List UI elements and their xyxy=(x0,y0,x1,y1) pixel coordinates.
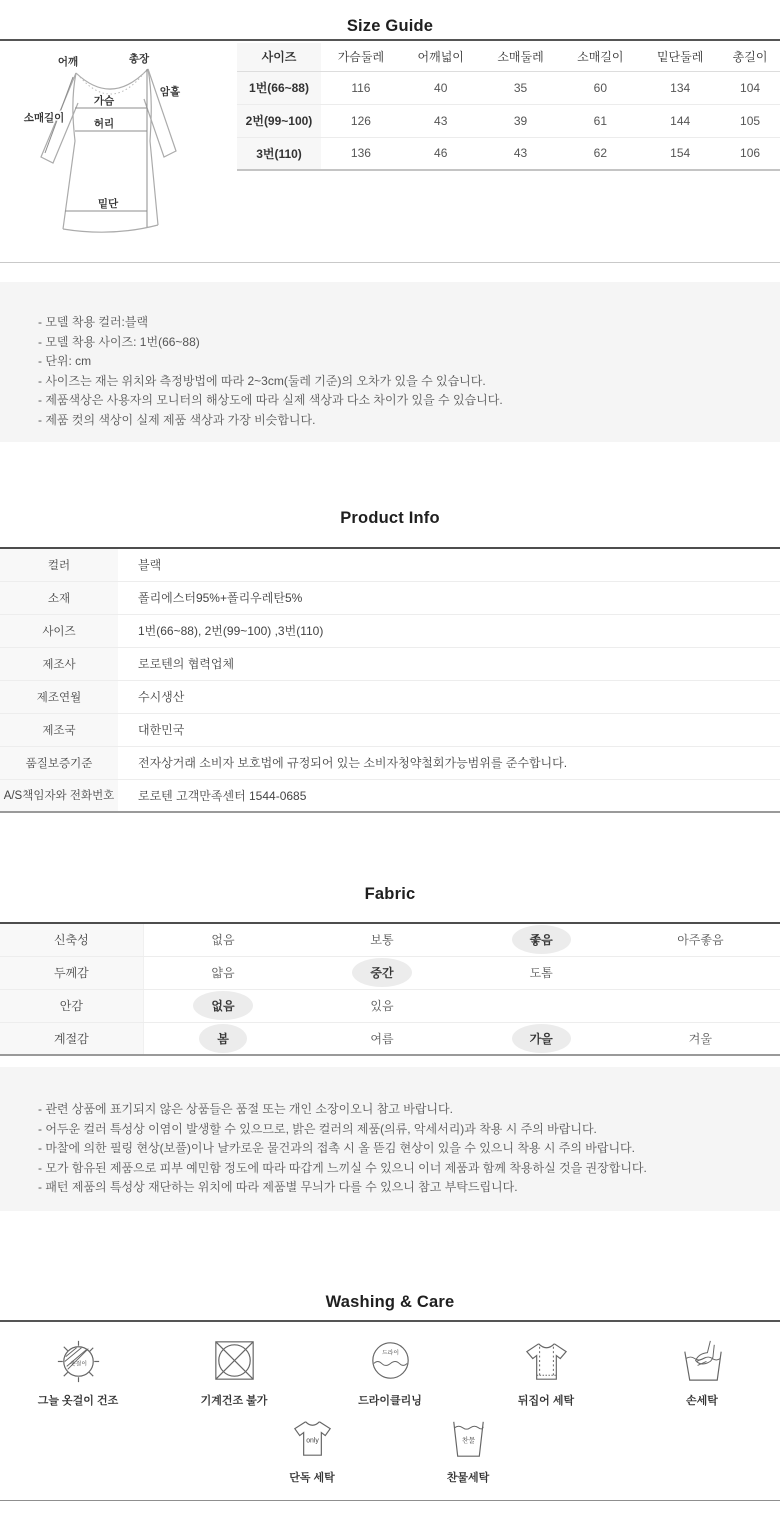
size-table-cell: 154 xyxy=(640,137,720,170)
section-divider xyxy=(0,262,780,263)
product-info-value: 전자상거래 소비자 보호법에 규정되어 있는 소비자청약철회가능범위를 준수합니다. xyxy=(118,746,780,779)
size-table-row xyxy=(237,104,780,137)
size-table-row xyxy=(237,137,780,170)
size-table-cell: 126 xyxy=(321,104,401,137)
product-info-label: 제조국 xyxy=(0,713,118,746)
hanger-dry-icon-text: 옷걸이 xyxy=(69,1361,87,1368)
fabric-option-cell xyxy=(621,956,780,989)
fabric-option-cell xyxy=(621,1022,780,1055)
fabric-option: 없음 xyxy=(193,991,252,1020)
care-item-label: 그늘 옷걸이 건조 xyxy=(37,1395,119,1407)
fabric-title: Fabric xyxy=(364,885,416,903)
dry-cleaning-icon xyxy=(363,1333,418,1388)
fabric-option: 가을 xyxy=(512,1024,571,1053)
diagram-label-sleeve-length: 소매길이 xyxy=(23,112,65,124)
size-table-header-cell: 사이즈 xyxy=(237,43,321,71)
note-line: - 단위: cm xyxy=(38,354,92,368)
fabric-property-label: 안감 xyxy=(0,989,143,1022)
wash-alone-icon xyxy=(285,1410,340,1465)
product-info-section xyxy=(0,442,780,813)
washing-care-title-rule xyxy=(0,1320,780,1322)
size-table-cell: 134 xyxy=(640,71,720,104)
fabric-option-cell xyxy=(143,989,302,1022)
dry-cleaning-icon-text: 드라이 xyxy=(381,1350,399,1357)
size-table-header-cell: 소매길이 xyxy=(560,43,640,71)
note-line: - 모델 착용 사이즈: 1번(66~88) xyxy=(38,334,200,349)
wash-alone-icon-text: only xyxy=(305,1437,319,1445)
fabric-option: 중간 xyxy=(352,958,411,987)
fabric-property-label: 신축성 xyxy=(0,923,143,956)
product-info-label: 소재 xyxy=(0,581,118,614)
size-table-row xyxy=(237,71,780,104)
dress-diagram-svg xyxy=(12,51,232,256)
care-item-label: 찬물세탁 xyxy=(446,1472,490,1484)
care-item-no-machine-dry xyxy=(156,1333,312,1408)
fabric-option: 보통 xyxy=(370,933,394,948)
product-info-value: 로로텐의 협력업체 xyxy=(118,647,780,680)
product-info-row xyxy=(0,581,780,614)
size-guide-notes xyxy=(0,282,780,442)
product-info-row xyxy=(0,548,780,581)
product-info-row xyxy=(0,647,780,680)
product-info-label: A/S책임자와 전화번호 xyxy=(0,779,118,812)
product-info-label: 제조사 xyxy=(0,647,118,680)
size-table-header-cell: 소매둘레 xyxy=(481,43,561,71)
fabric-option: 여름 xyxy=(370,1031,394,1046)
size-table-size-cell: 3번(110) xyxy=(237,137,321,170)
fabric-option-cell xyxy=(621,989,780,1022)
product-info-title: Product Info xyxy=(340,509,440,527)
product-info-label: 사이즈 xyxy=(0,614,118,647)
product-info-row xyxy=(0,713,780,746)
size-table xyxy=(237,43,780,171)
hanger-dry-shade-icon xyxy=(51,1333,106,1388)
care-item-cold-water-wash xyxy=(390,1410,546,1485)
fabric-option: 있음 xyxy=(370,999,394,1013)
size-guide-body xyxy=(0,41,780,262)
note-line: - 패턴 제품의 특성상 재단하는 위치에 따라 제품별 무늬가 다를 수 있으니 참고 부탁드립니다. xyxy=(38,1180,518,1194)
fabric-property-label: 계절감 xyxy=(0,1022,143,1055)
fabric-row xyxy=(0,923,780,956)
product-info-value: 폴리에스터95%+폴리우레탄5% xyxy=(118,581,780,614)
size-guide-title: Size Guide xyxy=(346,17,434,35)
page-bottom-rule xyxy=(0,1500,780,1501)
size-table-cell: 60 xyxy=(560,71,640,104)
care-item-hanger-dry-shade xyxy=(0,1333,156,1408)
fabric-option-cell xyxy=(462,956,621,989)
size-table-cell: 104 xyxy=(720,71,780,104)
dress-measurement-diagram xyxy=(0,41,237,262)
fabric-option xyxy=(682,998,718,1010)
inside-out-wash-icon xyxy=(519,1333,574,1388)
note-line: - 마찰에 의한 필링 현상(보풀)이나 날카로운 물건과의 접촉 시 올 뜯김 현상이 있을 수 있으니 착용 시 주의 바랍니다. xyxy=(38,1141,635,1155)
washing-care-row-2 xyxy=(0,1410,780,1485)
fabric-option-cell xyxy=(143,1022,302,1055)
product-info-row xyxy=(0,680,780,713)
washing-care-row-1 xyxy=(0,1333,780,1408)
size-table-size-cell: 1번(66~88) xyxy=(237,71,321,104)
product-info-value: 1번(66~88), 2번(99~100) ,3번(110) xyxy=(118,614,780,647)
size-table-cell: 39 xyxy=(481,104,561,137)
care-item-label: 기계건조 불가 xyxy=(200,1395,268,1407)
fabric-option: 도톰 xyxy=(529,966,553,980)
diagram-label-hem: 밑단 xyxy=(97,198,119,210)
size-table-cell: 106 xyxy=(720,137,780,170)
size-table-cell: 105 xyxy=(720,104,780,137)
product-info-table xyxy=(0,547,780,813)
care-item-inside-out-wash xyxy=(468,1333,624,1408)
fabric-option: 봄 xyxy=(199,1024,247,1053)
product-info-value: 블랙 xyxy=(118,548,780,581)
fabric-option xyxy=(523,998,559,1010)
size-table-size-cell: 2번(99~100) xyxy=(237,104,321,137)
fabric-option: 없음 xyxy=(211,933,235,948)
size-table-header-row xyxy=(237,43,780,71)
fabric-option: 얇음 xyxy=(211,966,235,980)
size-table-header-cell: 가슴둘레 xyxy=(321,43,401,71)
size-table-cell: 46 xyxy=(401,137,481,170)
size-table-cell: 43 xyxy=(481,137,561,170)
fabric-row xyxy=(0,1022,780,1055)
note-line: - 제품색상은 사용자의 모니터의 해상도에 따라 실제 색상과 다소 차이가 있을 수 있습니다. xyxy=(38,393,503,407)
fabric-section xyxy=(0,813,780,1056)
diagram-label-shoulder: 어깨 xyxy=(57,56,79,68)
diagram-label-total-length: 총장 xyxy=(128,53,150,65)
fabric-row xyxy=(0,956,780,989)
note-line: - 사이즈는 재는 위치와 측정방법에 따라 2~3cm(둘레 기준)의 오차가 있을 수 있습니다. xyxy=(38,373,486,388)
fabric-option-cell xyxy=(621,923,780,956)
no-machine-dry-icon xyxy=(207,1333,262,1388)
care-item-label: 드라이클리닝 xyxy=(358,1395,422,1407)
fabric-option-cell xyxy=(462,1022,621,1055)
fabric-option-cell xyxy=(462,989,621,1022)
note-line: - 관련 상품에 표기되지 않은 상품들은 품절 또는 개인 소장이오니 참고 바랍니다. xyxy=(38,1102,453,1116)
note-line: - 어두운 컬러 특성상 이염이 발생할 수 있으므로, 밝은 컬러의 제품(의류, 악세서리)과 착용 시 주의 바랍니다. xyxy=(38,1121,597,1136)
washing-care-section xyxy=(0,1211,780,1501)
fabric-notes xyxy=(0,1067,780,1211)
size-table-cell: 61 xyxy=(560,104,640,137)
care-item-label: 단독 세탁 xyxy=(289,1472,335,1484)
product-info-label: 컬러 xyxy=(0,548,118,581)
cold-water-icon-text: 찬물 xyxy=(461,1437,475,1445)
size-table-cell: 43 xyxy=(401,104,481,137)
note-line: - 모가 함유된 제품으로 피부 예민함 정도에 따라 따갑게 느끼실 수 있으니 이너 제품과 함께 착용하실 것을 권장합니다. xyxy=(38,1160,647,1175)
fabric-option-cell xyxy=(302,956,461,989)
product-info-label: 품질보증기준 xyxy=(0,746,118,779)
note-line: - 모델 착용 컬러:블랙 xyxy=(38,315,149,329)
care-item-wash-alone xyxy=(234,1410,390,1485)
fabric-option: 아주좋음 xyxy=(677,933,724,948)
fabric-property-label: 두께감 xyxy=(0,956,143,989)
size-table-cell: 116 xyxy=(321,71,401,104)
diagram-label-armhole: 암홀 xyxy=(159,86,181,98)
size-table-header-cell: 밑단둘레 xyxy=(640,43,720,71)
size-table-cell: 144 xyxy=(640,104,720,137)
cold-water-wash-icon xyxy=(441,1410,496,1465)
fabric-option-cell xyxy=(302,1022,461,1055)
product-info-row xyxy=(0,746,780,779)
product-info-label: 제조연월 xyxy=(0,680,118,713)
note-line: - 제품 컷의 색상이 실제 제품 색상과 가장 비슷합니다. xyxy=(38,412,316,427)
product-info-row xyxy=(0,779,780,812)
fabric-row xyxy=(0,989,780,1022)
fabric-option-cell xyxy=(302,923,461,956)
fabric-option: 겨울 xyxy=(688,1031,712,1046)
product-info-row xyxy=(0,614,780,647)
diagram-label-chest: 가슴 xyxy=(93,95,115,107)
size-table-cell: 62 xyxy=(560,137,640,170)
size-table-header-cell: 총길이 xyxy=(720,43,780,71)
product-info-value: 대한민국 xyxy=(118,713,780,746)
fabric-option-cell xyxy=(143,956,302,989)
product-info-value: 수시생산 xyxy=(118,680,780,713)
care-item-label: 뒤집어 세탁 xyxy=(517,1395,575,1407)
fabric-option-cell xyxy=(302,989,461,1022)
care-item-label: 손세탁 xyxy=(686,1395,718,1407)
fabric-table xyxy=(0,922,780,1056)
fabric-option xyxy=(682,965,718,977)
product-info-value: 로로텐 고객만족센터 1544-0685 xyxy=(138,788,307,803)
diagram-label-waist: 허리 xyxy=(93,118,115,130)
care-item-hand-wash xyxy=(624,1333,780,1408)
fabric-option-cell xyxy=(462,923,621,956)
size-table-cell: 136 xyxy=(321,137,401,170)
hand-wash-icon xyxy=(675,1333,730,1388)
size-table-cell: 40 xyxy=(401,71,481,104)
size-table-header-cell: 어깨넓이 xyxy=(401,43,481,71)
size-guide-section xyxy=(0,0,780,262)
fabric-option: 좋음 xyxy=(512,925,571,954)
washing-care-title: Washing & Care xyxy=(325,1293,455,1311)
size-table-cell: 35 xyxy=(481,71,561,104)
care-item-dry-cleaning xyxy=(312,1333,468,1408)
fabric-option-cell xyxy=(143,923,302,956)
